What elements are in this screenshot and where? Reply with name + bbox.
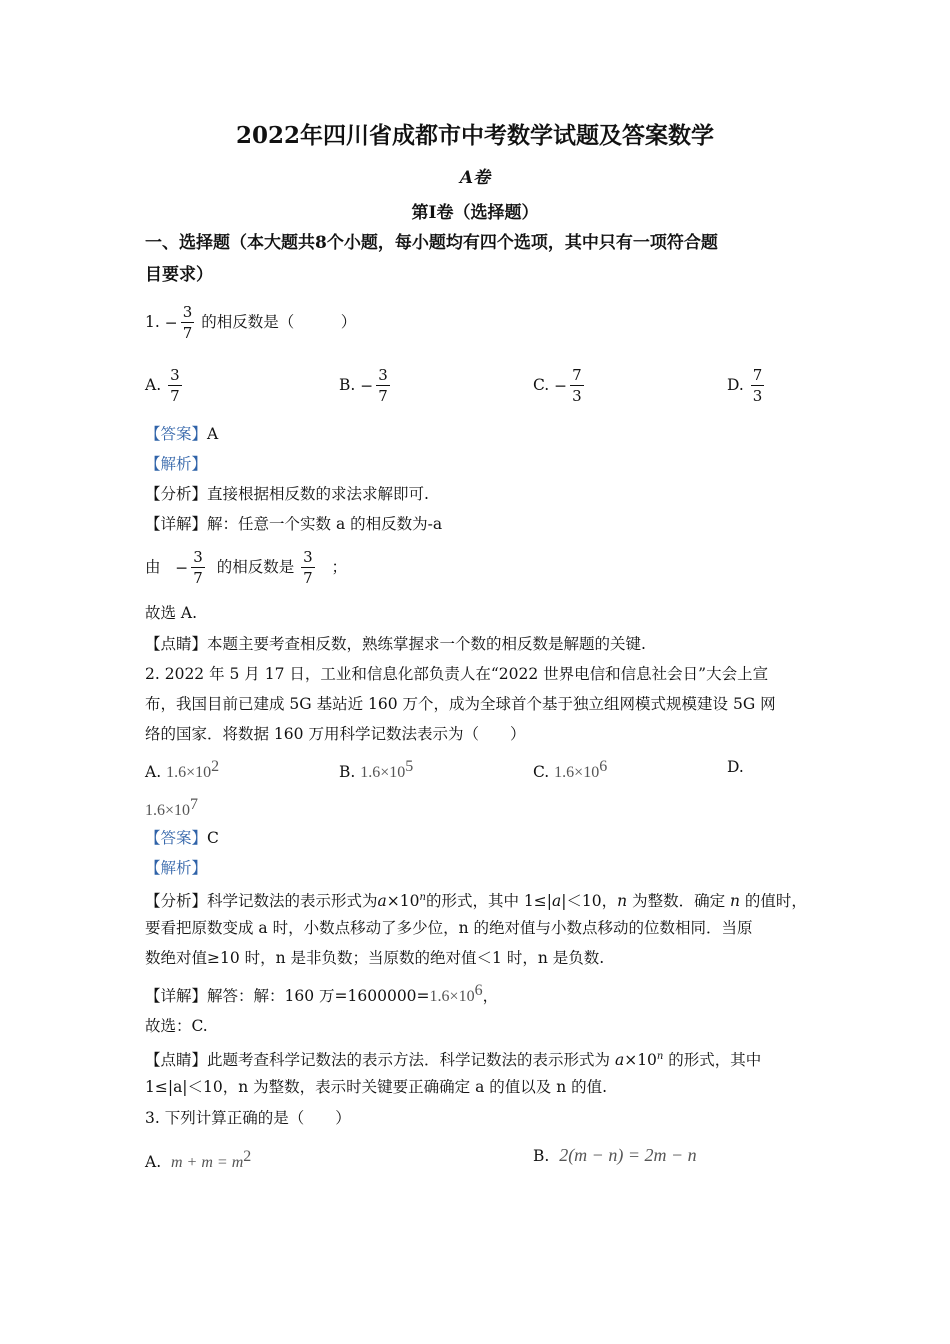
- q2-dianjing-line1: [145, 1047, 761, 1070]
- q2-dianjing-c: ×10: [624, 1051, 657, 1070]
- q3-option-a: [145, 1147, 251, 1173]
- q1-option-a-den: 7: [170, 387, 180, 405]
- q2-xiangjie: [145, 981, 498, 1007]
- q2-dianjing-d: n: [656, 1051, 664, 1062]
- q2-fenxi-b: a: [377, 892, 387, 911]
- q2-option-a-base: 1.6×10: [166, 764, 212, 782]
- q2-option-b-base: 1.6×10: [360, 764, 406, 782]
- q1-fenxi-text: 直接根据相反数的求法求解即可.: [207, 485, 429, 503]
- q2-fenxi-tag: 【分析】: [145, 892, 208, 911]
- q2-dianjing-a: 此题考查科学记数法的表示方法．科学记数法的表示形式为: [207, 1051, 615, 1070]
- answer-tag: 【答案】: [145, 425, 208, 443]
- q1-dianjing-text: 本题主要考查相反数，熟练掌握求一个数的相反数是解题的关键.: [207, 635, 646, 653]
- q1-you: 由: [145, 558, 161, 576]
- q2-option-c: [533, 757, 607, 783]
- q3-option-a-exp: 2: [243, 1148, 252, 1165]
- q3-option-a-label: A.: [145, 1153, 162, 1172]
- q1-number: 1.: [145, 313, 160, 331]
- q2-xiangjie-base: 1.6×10: [429, 988, 475, 1006]
- q2-analysis: [145, 858, 207, 878]
- q2-fenxi-d: n: [419, 892, 426, 903]
- q1-xiangjie-text: 解：任意一个实数 a 的相反数为-a: [207, 515, 443, 533]
- q1-derivation-den-a: 7: [193, 569, 203, 587]
- q1-option-a: [145, 363, 184, 407]
- q3-option-b-label: B.: [533, 1147, 550, 1165]
- q1-option-c: [533, 363, 586, 408]
- q2-option-b: [339, 757, 413, 783]
- q2-fenxi-line2: 要看把原数变成 a 时，小数点移动了多少位，n 的绝对值与小数点移动的位数相同．当原: [145, 919, 753, 937]
- q2-answer: [145, 828, 219, 848]
- q1-derivation-den-b: 7: [303, 569, 313, 587]
- q2-dianjing-tag: 【点睛】: [145, 1051, 208, 1070]
- q1-frac-den: 7: [182, 324, 193, 342]
- q2-fenxi-f: a: [551, 892, 562, 911]
- q2-option-d: [727, 757, 744, 777]
- q2-option-d-base: 1.6×10: [145, 802, 191, 820]
- q2-option-b-exp: 5: [405, 758, 414, 775]
- q2-fenxi-i: 为整数．确定: [627, 892, 730, 911]
- q1-option-b-den: 7: [378, 387, 388, 405]
- q1-stem-tail: 的相反数是（ ）: [201, 313, 357, 331]
- q2-answer-tag: 【答案】: [145, 829, 208, 847]
- q1-derivation: [145, 545, 347, 590]
- q1-dianjing: [145, 634, 646, 654]
- q2-answer-value: C: [207, 829, 219, 847]
- q1-option-d: [727, 363, 766, 407]
- q2-fenxi-g: |＜10，: [561, 892, 618, 911]
- q2-dianjing-e: 的形式，其中: [663, 1051, 762, 1070]
- q1-derivation-mid: 的相反数是: [216, 558, 295, 576]
- q1-frac-num: 3: [182, 303, 193, 321]
- q1-option-c-num: 7: [572, 366, 582, 384]
- q2-option-c-base: 1.6×10: [554, 764, 600, 782]
- q2-guxuan: 故选：C.: [145, 1017, 208, 1035]
- q2-fenxi-line3: 数绝对值≥10 时，n 是非负数；当原数的绝对值＜1 时，n 是负数.: [145, 949, 605, 967]
- q1-option-b-num: 3: [378, 366, 388, 384]
- q1-option-b-frac: [376, 368, 390, 404]
- document-title: 2022年四川省成都市中考数学试题及答案数学: [235, 122, 714, 149]
- q2-option-d-label: D.: [727, 758, 744, 776]
- q1-option-c-frac: [570, 368, 584, 404]
- q1-stem: [145, 300, 356, 345]
- dianjing-tag: 【点睛】: [145, 635, 208, 653]
- q1-option-c-sign: −: [554, 377, 568, 395]
- q1-option-d-num: 7: [752, 366, 763, 384]
- fenxi-tag: 【分析】: [145, 485, 208, 503]
- q1-option-a-num: 3: [170, 366, 180, 384]
- q2-fenxi-k: 的值时，: [739, 892, 807, 911]
- section-heading: 一、选择题（本大题共8个小题，每小题均有四个选项，其中只有一项符合题: [145, 233, 718, 253]
- q1-option-a-frac: [168, 368, 182, 404]
- analysis-tag: 【解析】: [145, 455, 208, 473]
- q2-option-c-label: C.: [533, 763, 550, 782]
- q2-option-c-exp: 6: [599, 758, 608, 775]
- xiangjie-tag: 【详解】: [145, 515, 208, 533]
- q3-option-b-expr: 2(m − n) = 2m − n: [559, 1145, 697, 1165]
- q1-option-b-sign: −: [360, 377, 374, 395]
- q1-guxuan: 故选 A.: [145, 604, 198, 622]
- q2-option-d-exp: 7: [190, 796, 199, 813]
- q2-fenxi-j: n: [730, 892, 740, 911]
- q1-derivation-num-a: 3: [193, 548, 203, 566]
- q1-option-d-label: D.: [727, 376, 744, 394]
- q2-xiangjie-tag: 【详解】: [145, 987, 208, 1006]
- q1-neg-sign: −: [164, 314, 178, 332]
- q2-option-d-value: [145, 795, 198, 821]
- q1-fenxi: [145, 484, 429, 504]
- q1-answer: [145, 424, 218, 444]
- q2-xiangjie-text: 解答：解：160 万=1600000=: [207, 987, 430, 1006]
- q1-derivation-frac-b: [301, 550, 315, 586]
- q2-option-a-label: A.: [145, 763, 162, 782]
- q2-dianjing-line2: 1≤|a|＜10，n 为整数，表示时关键要正确确定 a 的值以及 n 的值.: [145, 1078, 608, 1096]
- q1-derivation-frac-a: [191, 550, 205, 586]
- section-heading-cont: 目要求）: [145, 265, 213, 285]
- q2-xiangjie-end: ，: [482, 987, 499, 1006]
- q1-option-c-label: C.: [533, 376, 550, 394]
- q1-option-d-den: 3: [752, 387, 763, 405]
- q2-option-a: [145, 757, 219, 783]
- q1-derivation-neg: −: [175, 559, 189, 577]
- q1-option-b-label: B.: [339, 376, 356, 394]
- q1-answer-value: A: [207, 425, 219, 443]
- q2-fenxi-h: n: [617, 892, 628, 911]
- q2-fenxi-c: ×10: [386, 892, 420, 911]
- q1-xiangjie: [145, 514, 442, 534]
- q1-option-b: [339, 363, 392, 408]
- q3-option-a-expr: m + m = m: [170, 1154, 244, 1172]
- q2-dianjing-b: a: [614, 1051, 625, 1070]
- q2-fenxi-e: 的形式，其中 1≤|: [425, 892, 552, 911]
- q1-option-a-label: A.: [145, 376, 162, 394]
- q2-fenxi-line1: [145, 888, 807, 911]
- q2-xiangjie-exp: 6: [474, 982, 483, 999]
- q1-option-d-frac: [751, 368, 765, 404]
- q1-fraction: [181, 305, 195, 341]
- q3-stem: 3. 下列计算正确的是（ ）: [145, 1109, 351, 1127]
- q3-option-b: [533, 1145, 697, 1166]
- q2-option-b-label: B.: [339, 763, 356, 782]
- q2-stem-line1: 2. 2022 年 5 月 17 日，工业和信息化部负责人在“2022 世界电信和信息社会日”大会上宣: [145, 665, 769, 683]
- part-label: 第Ⅰ卷（选择题）: [411, 203, 539, 223]
- volume-label: A卷: [459, 168, 491, 188]
- q2-fenxi-a: 科学记数法的表示形式为: [207, 892, 378, 911]
- q1-derivation-end: ；: [331, 558, 347, 576]
- q2-option-a-exp: 2: [211, 758, 220, 775]
- q1-analysis: [145, 454, 207, 474]
- q2-analysis-tag: 【解析】: [145, 859, 208, 877]
- q2-stem-line3: 络的国家．将数据 160 万用科学记数法表示为（ ）: [145, 725, 526, 743]
- q1-derivation-num-b: 3: [303, 548, 313, 566]
- q2-stem-line2: 布，我国目前已建成 5G 基站近 160 万个，成为全球首个基于独立组网模式规模建设 5G 网: [145, 695, 776, 713]
- q1-option-c-den: 3: [572, 387, 582, 405]
